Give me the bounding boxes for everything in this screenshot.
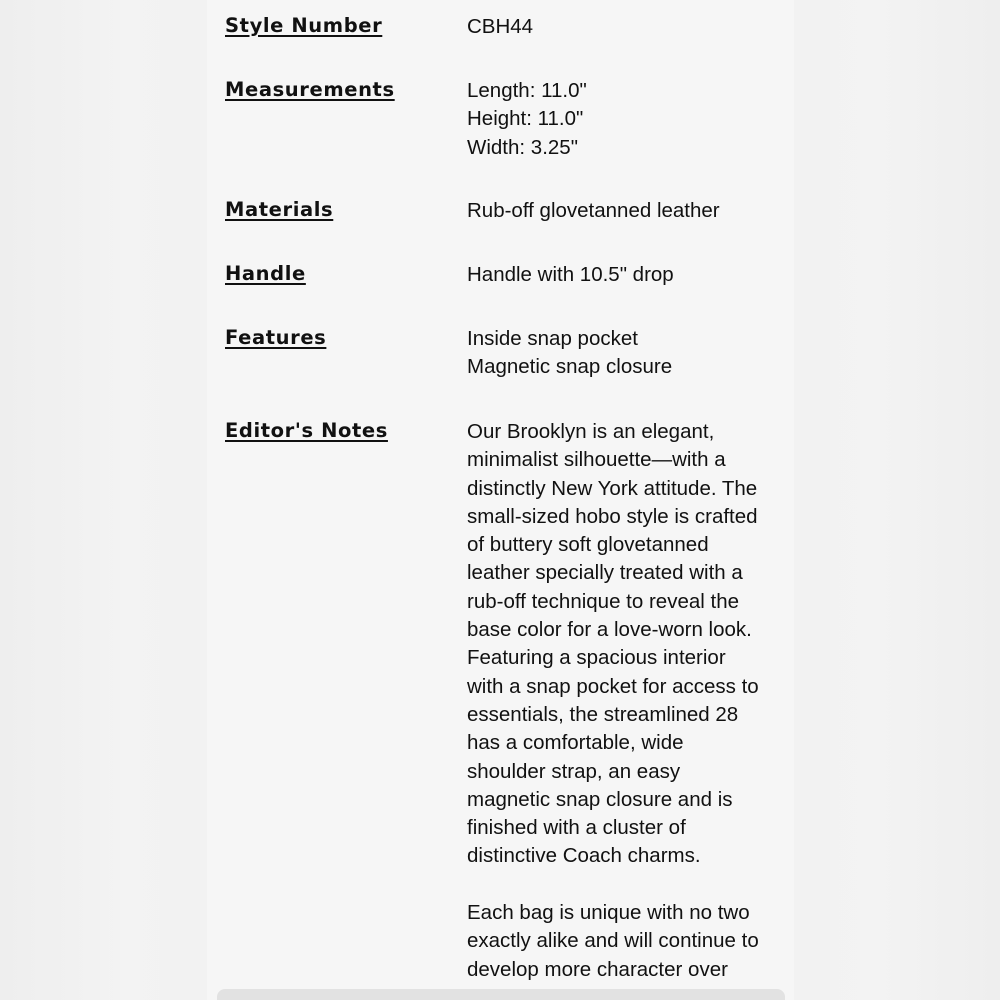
notes-line: distinctive Coach charms. <box>467 844 701 868</box>
notes-line: small-sized hobo style is crafted <box>467 504 758 528</box>
spec-value-line: Rub-off glovetanned leather <box>467 199 720 222</box>
spec-value <box>467 77 787 162</box>
notes-line: Our Brooklyn is an elegant, <box>467 420 715 443</box>
spec-value-line: Inside snap pocket <box>467 327 638 350</box>
spec-label: Measurements <box>225 78 395 101</box>
notes-line: exactly alike and will continue to <box>467 929 759 953</box>
spec-label: Editor's Notes <box>225 419 388 442</box>
bottom-toolbar-edge <box>217 989 785 1000</box>
notes-line: distinctly New York attitude. The <box>467 476 758 500</box>
notes-line: shoulder strap, an easy <box>467 759 681 783</box>
spec-label: Style Number <box>225 14 383 37</box>
notes-line: has a comfortable, wide <box>467 731 684 755</box>
notes-line: with a snap pocket for access to <box>467 674 759 698</box>
notes-line: magnetic snap closure and is <box>467 787 733 811</box>
product-details-panel <box>207 0 794 1000</box>
spec-label: Materials <box>225 198 334 221</box>
notes-line: minimalist silhouette—with a <box>467 448 726 472</box>
spec-label: Features <box>225 326 327 349</box>
notes-line: finished with a cluster of <box>467 816 686 840</box>
spec-value <box>467 197 787 225</box>
notes-line: Each bag is unique with no two <box>467 901 750 925</box>
spec-value-line: Handle with 10.5" drop <box>467 263 674 286</box>
spec-value-line: Magnetic snap closure <box>467 355 673 379</box>
spec-value <box>467 261 787 289</box>
notes-line: Featuring a spacious interior <box>467 646 726 670</box>
editors-notes-text <box>467 418 787 984</box>
spec-label: Handle <box>225 262 306 285</box>
notes-line: develop more character over <box>467 957 728 981</box>
notes-line: base color for a love-worn look. <box>467 618 752 642</box>
spec-value-line: Length: 11.0" <box>467 79 587 102</box>
notes-line: leather specially treated with a <box>467 561 743 585</box>
spec-value <box>467 325 787 382</box>
notes-line: essentials, the streamlined 28 <box>467 702 739 726</box>
spec-value-line: Height: 11.0" <box>467 107 584 131</box>
paragraph-gap <box>467 871 787 899</box>
spec-value-line: CBH44 <box>467 15 534 38</box>
spec-value-line: Width: 3.25" <box>467 135 578 159</box>
notes-line: rub-off technique to reveal the <box>467 589 739 613</box>
notes-line: of buttery soft glovetanned <box>467 533 709 557</box>
spec-value <box>467 13 787 41</box>
